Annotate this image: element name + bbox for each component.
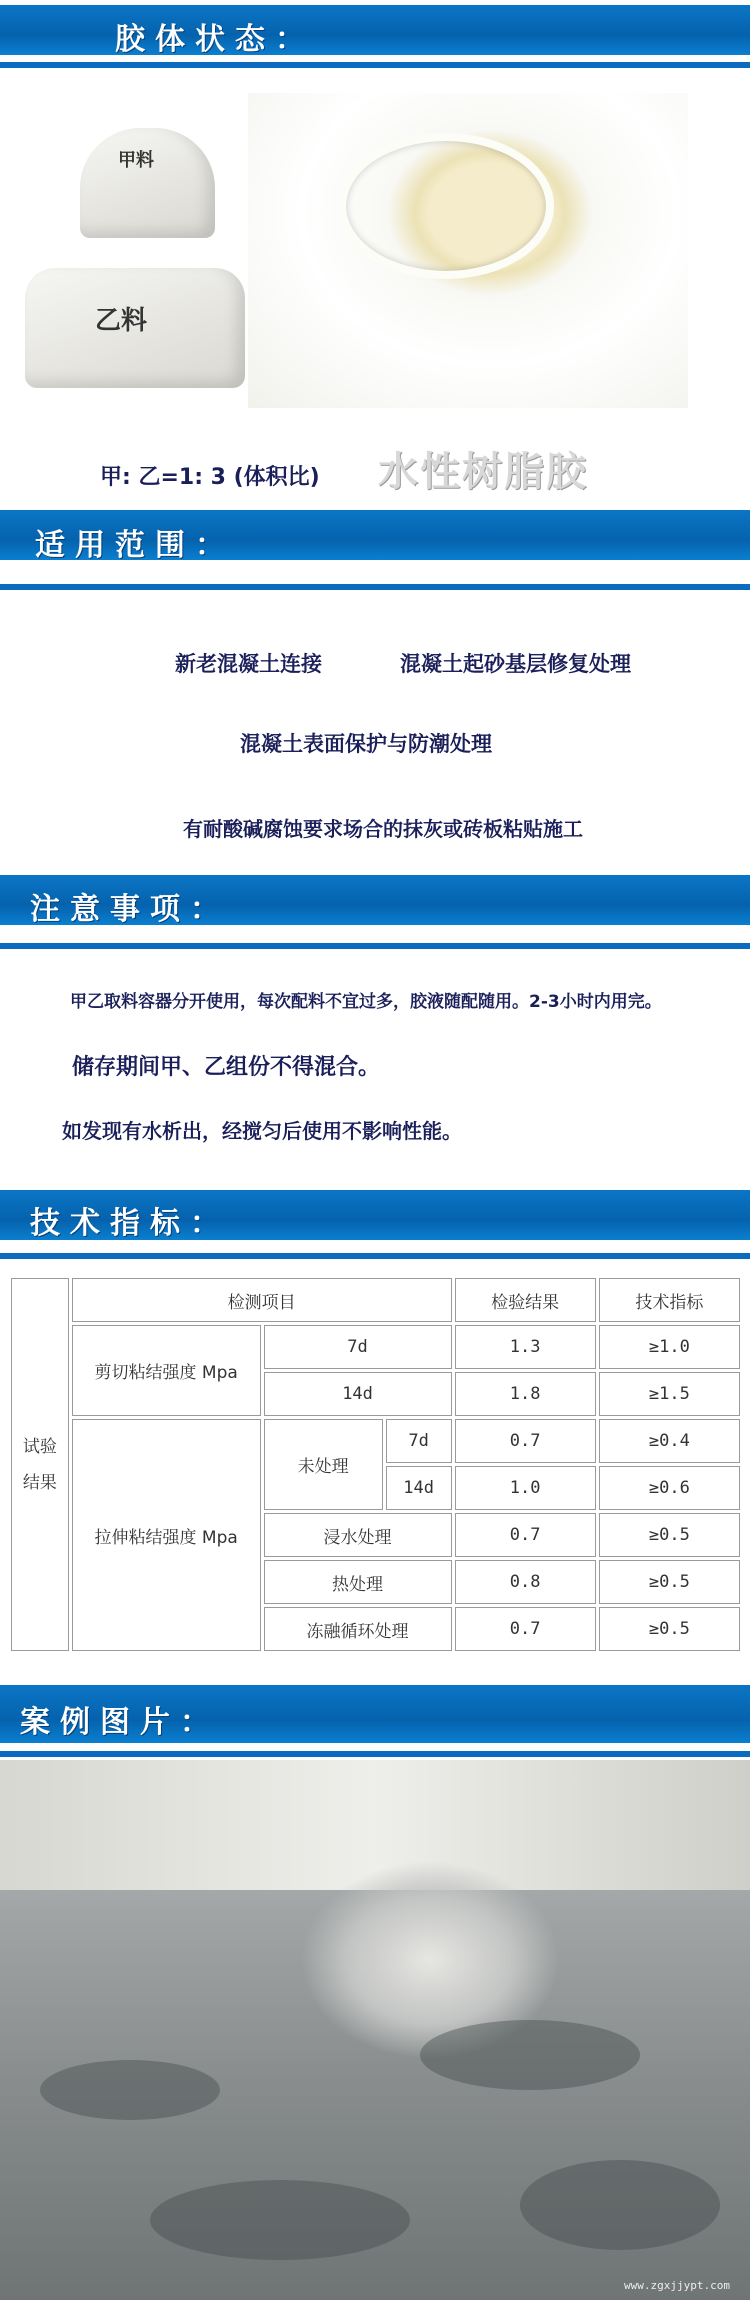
treatment-index: ≥0.5: [599, 1560, 740, 1604]
untreated-index: ≥0.4: [599, 1419, 740, 1463]
splash-crown: [338, 133, 554, 279]
untreated-age: 7d: [386, 1419, 452, 1463]
section-title-specs: 技术指标：: [30, 1206, 230, 1241]
note-1: 甲乙取料容器分开使用，每次配料不宜过多，胶液随配随用。2-3小时内用完。: [70, 992, 662, 1012]
header-tech-index: 技术指标: [599, 1278, 740, 1322]
photo-floor-patch: [150, 2180, 410, 2260]
shear-result: 1.8: [455, 1372, 596, 1416]
case-url: www.zgxjjypt.com: [624, 2279, 730, 2292]
shear-result: 1.3: [455, 1325, 596, 1369]
treatment-index: ≥0.5: [599, 1607, 740, 1651]
scope-line-3: 有耐酸碱腐蚀要求场合的抹灰或砖板粘贴施工: [183, 817, 583, 841]
spec-table: [8, 1275, 743, 1654]
table-header-row: [11, 1278, 740, 1322]
note-2: 储存期间甲、乙组份不得混合。: [72, 1055, 381, 1080]
shear-index: ≥1.0: [599, 1325, 740, 1369]
shear-index: ≥1.5: [599, 1372, 740, 1416]
untreated-label: 未处理: [264, 1419, 383, 1510]
case-floor-photo: [0, 1760, 750, 2300]
section-title-cases: 案例图片：: [20, 1705, 220, 1740]
table-row: [11, 1419, 740, 1463]
shear-age: 7d: [264, 1325, 452, 1369]
scope-line-2: 混凝土表面保护与防潮处理: [240, 732, 492, 756]
note-3: 如发现有水析出，经搅匀后使用不影响性能。: [62, 1119, 462, 1143]
product-name-watermark: 水性树脂胶: [378, 449, 588, 495]
treatment-result: 0.7: [455, 1607, 596, 1651]
treatment-result: 0.7: [455, 1513, 596, 1557]
tensile-strength-label: 拉伸粘结强度 Mpa: [72, 1419, 261, 1651]
treatment-condition: 热处理: [264, 1560, 452, 1604]
treatment-index: ≥0.5: [599, 1513, 740, 1557]
section-title-scope: 适用范围：: [35, 528, 235, 563]
bag-b-label: 乙料: [95, 306, 148, 336]
test-result-label: [11, 1278, 69, 1651]
treatment-condition: 冻融循环处理: [264, 1607, 452, 1651]
untreated-result: 0.7: [455, 1419, 596, 1463]
untreated-result: 1.0: [455, 1466, 596, 1510]
untreated-index: ≥0.6: [599, 1466, 740, 1510]
photo-floor-patch: [420, 2020, 640, 2090]
untreated-age: 14d: [386, 1466, 452, 1510]
bag-b-image: [25, 268, 245, 388]
section-title-colloid: 胶体状态：: [115, 22, 315, 57]
test-result-label-2: 结果: [22, 1472, 57, 1493]
header-test-item: 检测项目: [72, 1278, 452, 1322]
treatment-condition: 浸水处理: [264, 1513, 452, 1557]
scope-line-1b: 混凝土起砂基层修复处理: [400, 652, 631, 676]
header-test-result: 检验结果: [455, 1278, 596, 1322]
treatment-result: 0.8: [455, 1560, 596, 1604]
photo-floor-patch: [40, 2060, 220, 2120]
photo-floor-patch: [520, 2160, 720, 2250]
glue-splash-image: [248, 93, 688, 408]
bag-a-label: 甲料: [118, 150, 154, 171]
scope-line-1a: 新老混凝土连接: [175, 652, 322, 676]
table-row: [11, 1325, 740, 1369]
mix-ratio-text: 甲: 乙=1: 3 (体积比): [100, 465, 320, 490]
test-result-label-1: 试验: [22, 1436, 57, 1457]
shear-age: 14d: [264, 1372, 452, 1416]
section-title-notes: 注意事项：: [30, 892, 230, 927]
shear-strength-label: 剪切粘结强度 Mpa: [72, 1325, 261, 1416]
bag-a-image: [80, 128, 215, 238]
